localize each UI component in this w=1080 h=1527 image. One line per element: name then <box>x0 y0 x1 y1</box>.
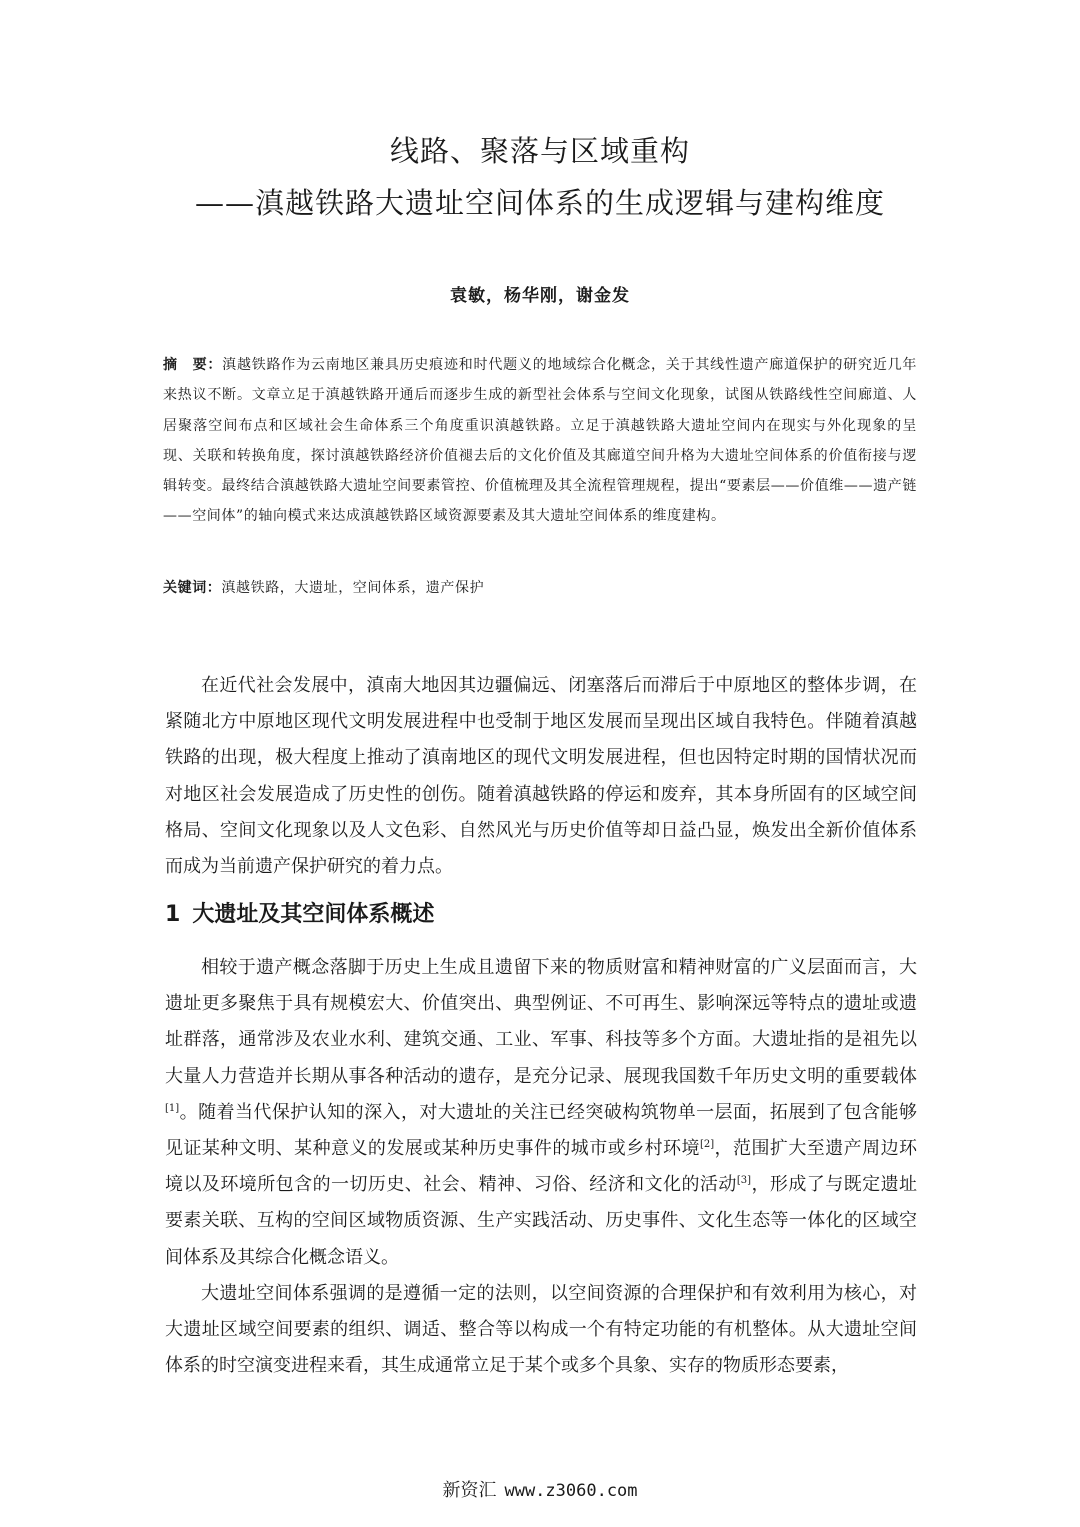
section-heading <box>165 897 434 928</box>
paper-title: 线路、聚落与区域重构 <box>389 134 690 168</box>
author-list: 袁敏，杨华刚，谢金发 <box>450 286 630 306</box>
abstract-label: 摘 要： <box>163 357 223 373</box>
citation-ref: [3] <box>736 1175 751 1187</box>
keywords-label: 关键词： <box>163 580 222 596</box>
paragraph-text: 。随着当代保护认知的深入，对大遗址的关注已经突破构筑物单一层面，拓展到了包含能够见证某种文明、某种意义的发展或某种历史事件的城市或乡村环境 <box>165 1101 917 1160</box>
footer-site-name: 新资汇 <box>442 1480 497 1501</box>
intro-section <box>165 668 917 885</box>
citation-ref: [2] <box>699 1139 715 1151</box>
paragraph-text: ，形成了与既定遗址要素关联、互构的空间区域物质资源、生产实践活动、历史事件、文化生态等一体化的区域空间体系及其综合化概念语义。 <box>165 1174 918 1268</box>
paragraph-text: ，范围扩大至遗产周边环境以及环境所包含的一切历史、社会、精神、习俗、经济和文化的活动 <box>165 1138 918 1196</box>
abstract <box>163 350 917 532</box>
abstract-text: 滇越铁路作为云南地区兼具历史痕迹和时代题义的地域综合化概念，关于其线性遗产廊道保护的研究近几年来热议不断。文章立足于滇越铁路开通后而逐步生成的新型社会体系与空间文化现象，试图从铁路线性空间廊道、人居聚落空间布点和区域社会生命体系三个角度重识滇越铁路。立足于滇越铁路大遗址空间内在现实与外化现象的呈现、关联和转换角度，探讨滇越铁路经济价值褪去后的文化价值及其廊道空间升格为大遗址空间体系的价值衔接与逻辑转变。最终结合滇越铁路大遗址空间要素管控、价值梳理及其全流程管理规程，提出“要素层——价值维——遗产链——空间体”的轴向模式来达成滇越铁路区域资源要素及其大遗址空间体系的维度建构。 <box>163 357 917 525</box>
keywords-text: 滇越铁路，大遗址，空间体系，遗产保护 <box>221 580 485 596</box>
keywords <box>163 575 917 601</box>
body-paragraph <box>165 950 917 1276</box>
section-title: 大遗址及其空间体系概述 <box>192 902 435 927</box>
paper-subtitle: ——滇越铁路大遗址空间体系的生成逻辑与建构维度 <box>194 186 885 220</box>
body-paragraph: 大遗址空间体系强调的是遵循一定的法则，以空间资源的合理保护和有效利用为核心，对大遗址区域空间要素的组织、调适、整合等以构成一个有特定功能的有机整体。从大遗址空间体系的时空演变进程来看，其生成通常立足于某个或多个具象、实存的物质形态要素， <box>165 1282 917 1377</box>
title-block <box>0 128 1080 226</box>
intro-paragraph: 在近代社会发展中，滇南大地因其边疆偏远、闭塞落后而滞后于中原地区的整体步调，在紧随北方中原地区现代文明发展进程中也受制于地区发展而呈现出区域自我特色。伴随着滇越铁路的出现，极大程度上推动了滇南地区的现代文明发展进程，但也因特定时期的国情状况而对地区社会发展造成了历史性的创伤。随着滇越铁路的停运和废弃，其本身所固有的区域空间格局、空间文化现象以及人文色彩、自然风光与历史价值等却日益凸显，焕发出全新价值体系而成为当前遗产保护研究的着力点。 <box>165 675 917 878</box>
section-number: 1 <box>165 902 181 927</box>
citation-ref: [1] <box>165 1102 180 1114</box>
paragraph-text: 相较于遗产概念落脚于历史上生成且遗留下来的物质财富和精神财富的广义层面而言，大遗址更多聚焦于具有规模宏大、价值突出、典型例证、不可再生、影响深远等特点的遗址或遗址群落，通常涉及农业水利、建筑交通、工业、军事、科技等多个方面。大遗址指的是祖先以大量人力营造并长期从事各种活动的遗存，是充分记录、展现我国数千年历史文明的重要载体 <box>165 957 917 1087</box>
page-footer <box>0 1476 1080 1502</box>
footer-url[interactable]: www.z3060.com <box>504 1481 638 1501</box>
section-body <box>165 950 917 1384</box>
